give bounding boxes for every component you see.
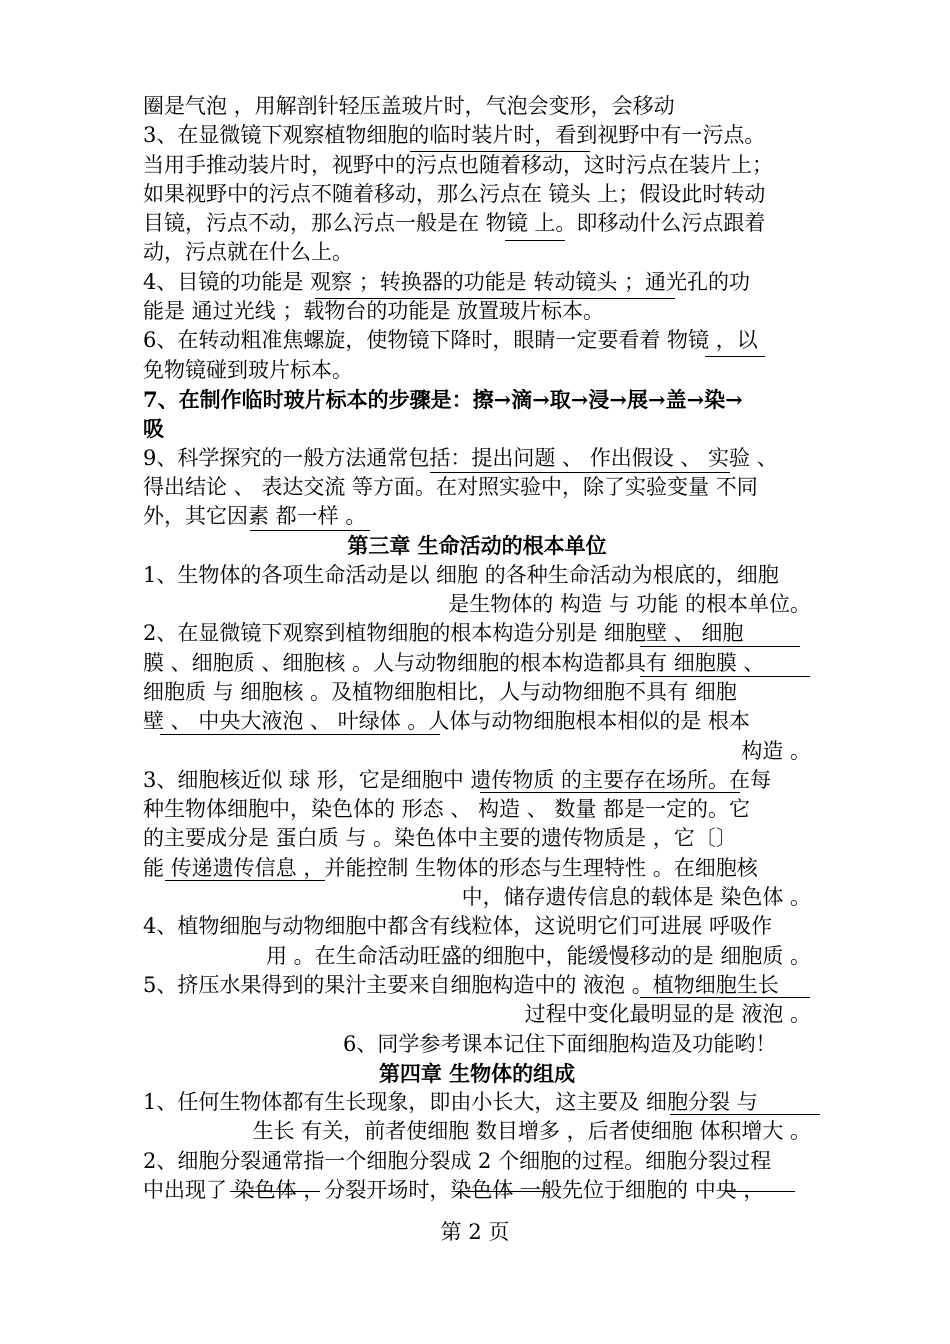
text-line: 4、植物细胞与动物细胞中都含有线粒体，这说明它们可进展 呼吸作 — [143, 914, 773, 939]
text-line: 能是 通过光线 ；载物台的功能是 放置玻片标本。 — [143, 299, 605, 324]
underline-mark — [725, 1191, 795, 1192]
underline-mark — [410, 151, 590, 152]
text-line: 膜 、细胞质 、细胞核 。人与动物细胞的根本构造都具有 细胞膜 、 — [143, 650, 765, 675]
underline-mark — [315, 298, 675, 299]
underline-mark — [250, 530, 370, 531]
text-line: 中，储存遗传信息的载体是 染色体 。 — [461, 885, 811, 910]
underline-mark — [480, 792, 740, 793]
text-line: 过程中变化最明显的是 液泡 。 — [524, 1002, 811, 1027]
text-line: 生长 有关，前者使细胞 数目增多 ，后者使细胞 体积增大 。 — [252, 1119, 811, 1144]
underline-mark — [230, 1191, 320, 1192]
text-line: 6、在转动粗准焦螺旋，使物镜下降时，眼睛一定要看着 物镜 ，以 — [143, 328, 758, 353]
underline-mark — [505, 240, 565, 241]
document-body — [143, 92, 811, 1205]
page-number: 第 2 页 — [440, 1220, 510, 1244]
text-line: 壁 、 中央大液泡 、 叶绿体 。人体与动物细胞根本相似的是 根本 — [143, 709, 751, 734]
text-line: 免物镜碰到玻片标本。 — [143, 357, 353, 382]
underline-mark — [640, 646, 800, 647]
text-line: 的主要成分是 蛋白质 与 。染色体中主要的遗传物质是 ，它〔〕 — [143, 826, 737, 851]
text-line: 能 传递遗传信息 ，并能控制 生物体的形态与生理特性 。在细胞核 — [143, 855, 758, 880]
text-line: 圈是气泡 ，用解剖针轻压盖玻片时，气泡会变形，会移动 — [143, 94, 675, 118]
text-line: 如果视野中的污点不随着移动，那么污点在 镜头 上；假设此时转动 — [143, 181, 766, 206]
underline-mark — [165, 880, 325, 881]
underline-mark — [670, 1114, 820, 1115]
text-line: 是生物体的 构造 与 功能 的根本单位。 — [448, 592, 811, 617]
text-line: 得出结论 、 表达交流 等方面。在对照实验中，除了实验变量 不同 — [143, 474, 758, 499]
text-line: 1、任何生物体都有生长现象，即由小长大，这主要及 细胞分裂 与 — [143, 1090, 758, 1115]
text-line: 种生物体细胞中，染色体的 形态 、 构造 、 数量 都是一定的。它 — [143, 797, 751, 822]
chapter-heading: 第四章 生物体的组成 — [378, 1060, 576, 1086]
text-line: 目镜，污点不动，那么污点一般是在 物镜 上。即移动什么污点跟着 — [143, 211, 766, 236]
text-line: 吸 — [143, 416, 164, 442]
underline-mark — [430, 472, 730, 473]
text-line: 5、挤压水果得到的果汁主要来自细胞构造中的 液泡 。植物细胞生长 — [143, 972, 779, 997]
text-line: 当用手推动装片时，视野中的污点也随着移动，这时污点在装片上； — [143, 152, 773, 177]
text-line: 动，污点就在什么上。 — [143, 240, 353, 265]
text-line: 3、细胞核近似 球 形，它是细胞中 遗传物质 的主要存在场所。在每 — [143, 767, 772, 792]
text-line: 细胞质 与 细胞核 。及植物细胞相比，人与动物细胞不具有 细胞 — [143, 679, 737, 704]
text-line: 2、在显微镜下观察到植物细胞的根本构造分别是 细胞壁 、 细胞 — [143, 621, 744, 646]
text-line: 7、在制作临时玻片标本的步骤是：擦→滴→取→浸→展→盖→染→ — [143, 386, 743, 412]
text-line: 3、在显微镜下观察植物细胞的临时装片时，看到视野中有一污点。 — [143, 123, 766, 148]
underline-mark — [455, 1191, 550, 1192]
underline-mark — [160, 734, 440, 735]
text-line: 中出现了 染色体 ，分裂开场时，染色体 一般先位于细胞的 中央 ， — [143, 1177, 765, 1202]
text-line: 9、科学探究的一般方法通常包括：提出问题 、 作出假设 、 实验 、 — [143, 445, 778, 470]
text-line: 外，其它因素 都一样 。 — [143, 504, 367, 529]
text-line: 用 。在生命活动旺盛的细胞中，能缓慢移动的是 细胞质 。 — [265, 943, 811, 968]
chapter-heading: 第三章 生命活动的根本单位 — [347, 533, 607, 559]
underline-mark — [705, 356, 765, 357]
text-line: 2、细胞分裂通常指一个细胞分裂成 2 个细胞的过程。细胞分裂过程 — [143, 1148, 772, 1173]
text-line: 6、同学参考课本记住下面细胞构造及功能哟！ — [343, 1031, 777, 1056]
text-line: 构造 。 — [741, 738, 811, 763]
text-line: 1、生物体的各项生命活动是以 细胞 的各种生命活动为根底的，细胞 — [143, 562, 779, 587]
underline-mark — [640, 997, 810, 998]
text-line: 4、目镜的功能是 观察 ；转换器的功能是 转动镜头 ；通光孔的功 — [143, 269, 751, 294]
underline-mark — [640, 676, 810, 677]
